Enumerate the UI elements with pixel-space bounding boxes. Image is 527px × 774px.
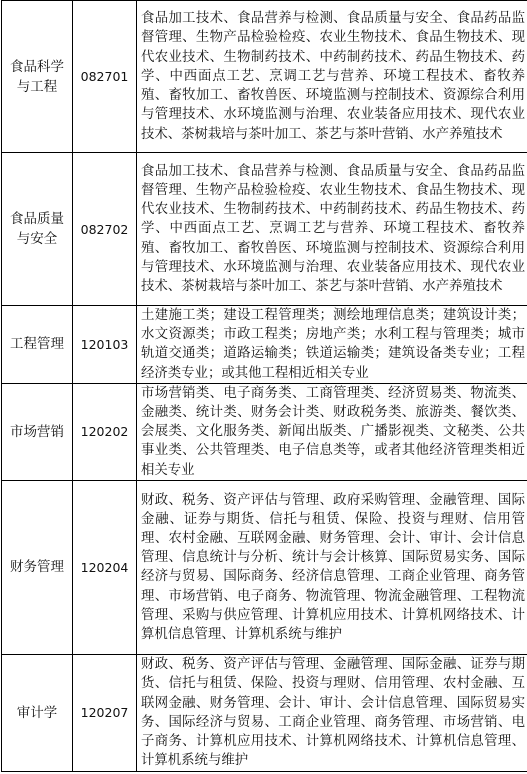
related-majors-cell: 食品加工技术、食品营养与检测、食品质量与安全、食品药品监督管理、生物产品检验检疫、农业生物技术、食品生物技术、现代农业技术、生物制药技术、中药制药技术、药品生物技术、药学、中西面点工艺、烹调工艺与营养、环境工程技术、畜牧养殖、畜牧加工、畜牧兽医、环境监测与控制技术、资源综合利用与管理技术、水环境监测与治理、农业装备应用技术、现代农业技术、茶树栽培与茶叶加工、茶艺与茶叶营销、水产养殖技术 [137, 1, 527, 153]
major-code-cell: 120202 [73, 383, 137, 480]
table-row [2, 153, 527, 306]
major-name-cell: 工程管理 [2, 306, 73, 384]
major-name-cell: 审计学 [2, 654, 73, 771]
major-name-cell: 财务管理 [2, 480, 73, 654]
table-row [2, 480, 527, 654]
related-majors-cell: 财政、税务、资产评估与管理、金融管理、国际金融、证券与期货、信托与租赁、保险、投资与理财、信用管理、农村金融、互联网金融、财务管理、会计、审计、会计信息管理、国际贸易实务、国际经济与贸易、工商企业管理、商务管理、市场营销、电子商务、计算机应用技术、计算机网络技术、计算机信息管理、计算机系统与维护 [137, 654, 527, 771]
major-name-cell: 食品质量与安全 [2, 153, 73, 306]
major-code-cell: 082701 [73, 1, 137, 153]
major-name-cell: 食品科学与工程 [2, 1, 73, 153]
major-code-cell: 082702 [73, 153, 137, 306]
related-majors-cell: 土建施工类；建设工程管理类；测绘地理信息类；建筑设计类；水文资源类；市政工程类；房地产类；水利工程与管理类；城市轨道交通类；道路运输类；铁道运输类；建筑设备类专业；工程经济类专业；或其他工程相近相关专业 [137, 306, 527, 384]
table-row [2, 383, 527, 480]
related-majors-cell: 财政、税务、资产评估与管理、政府采购管理、金融管理、国际金融、证券与期货、信托与租赁、保险、投资与理财、信用管理、农村金融、互联网金融、财务管理、会计、审计、会计信息管理、信息统计与分析、统计与会计核算、国际贸易实务、国际经济与贸易、国际商务、经济信息管理、工商企业管理、商务管理、市场营销、电子商务、物流管理、物流金融管理、工程物流管理、采购与供应管理、计算机应用技术、计算机网络技术、计算机信息管理、计算机系统与维护 [137, 480, 527, 654]
table-row [2, 1, 527, 153]
related-majors-cell: 市场营销类、电子商务类、工商管理类、经济贸易类、物流类、金融类、统计类、财务会计类、财政税务类、旅游类、餐饮类、会展类、文化服务类、新闻出版类、广播影视类、文秘类、公共事业类、公共管理类、电子信息类等，或者其他经济管理类相近相关专业 [137, 383, 527, 480]
table-row [2, 306, 527, 384]
major-code-cell: 120103 [73, 306, 137, 384]
major-name-cell: 市场营销 [2, 383, 73, 480]
major-requirements-table [1, 0, 527, 772]
related-majors-cell: 食品加工技术、食品营养与检测、食品质量与安全、食品药品监督管理、生物产品检验检疫、农业生物技术、食品生物技术、现代农业技术、生物制药技术、中药制药技术、药品生物技术、药学、中西面点工艺、烹调工艺与营养、环境工程技术、畜牧养殖、畜牧加工、畜牧兽医、环境监测与控制技术、资源综合利用与管理技术、水环境监测与治理、农业装备应用技术、现代农业技术、茶树栽培与茶叶加工、茶艺与茶叶营销、水产养殖技术 [137, 153, 527, 306]
major-code-cell: 120207 [73, 654, 137, 771]
major-code-cell: 120204 [73, 480, 137, 654]
table-row [2, 654, 527, 771]
